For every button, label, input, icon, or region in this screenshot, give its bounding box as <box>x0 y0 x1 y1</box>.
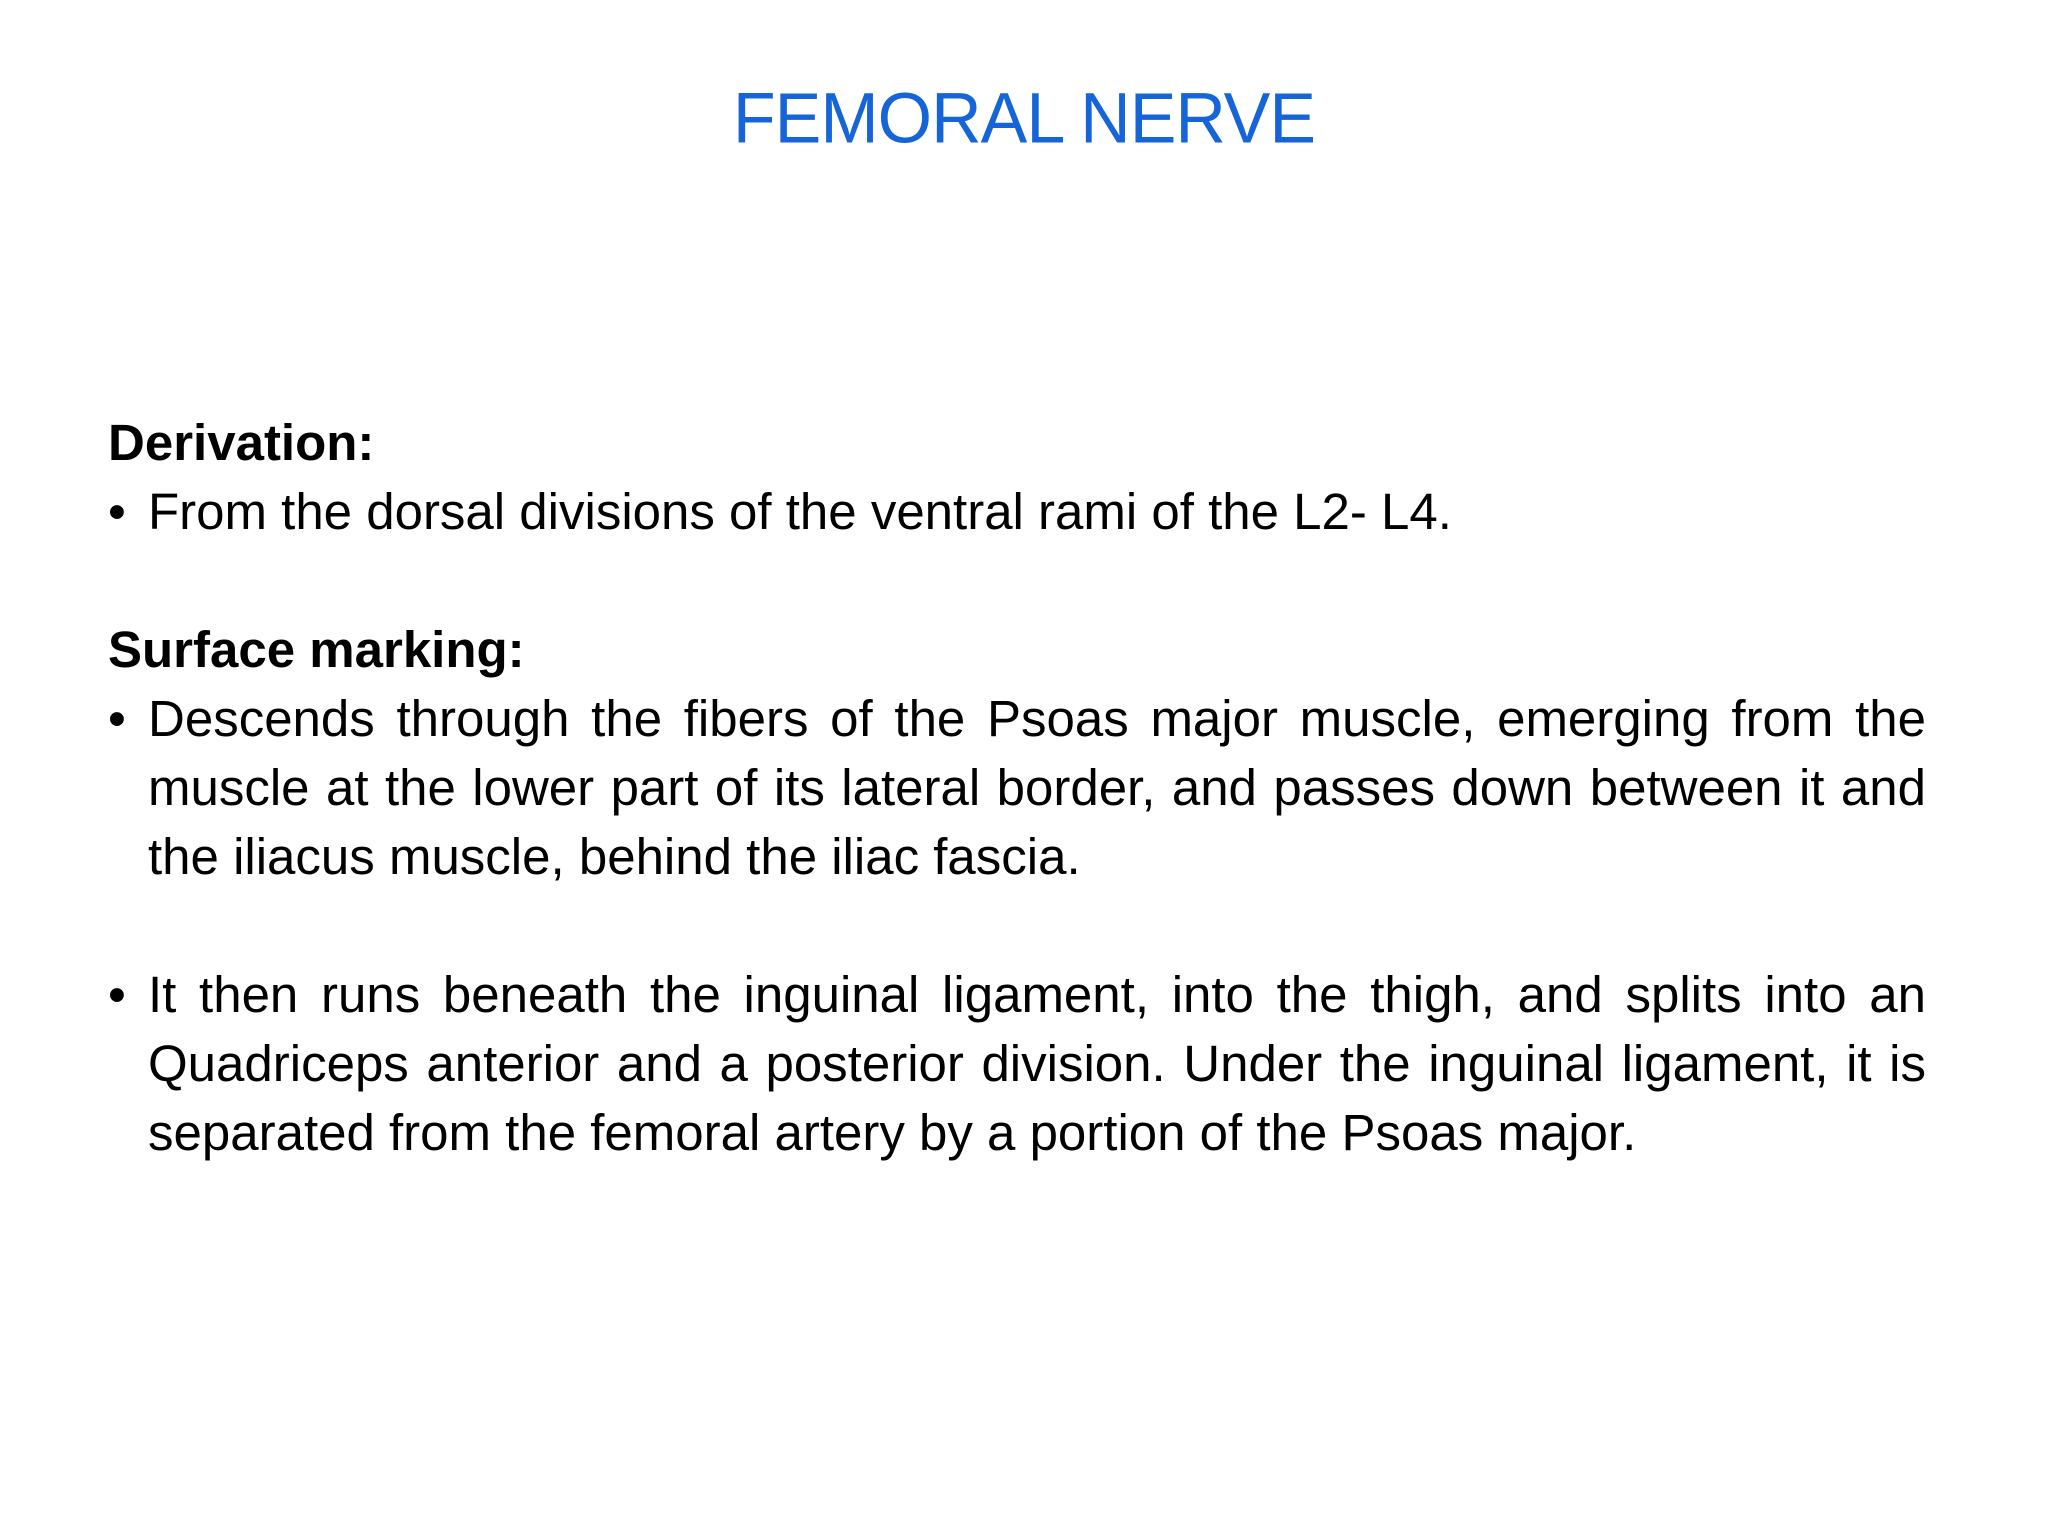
surface-marking-heading: Surface marking: <box>108 621 525 678</box>
derivation-bullet <box>108 477 1926 546</box>
surface-marking-bullet-2 <box>108 960 1926 1167</box>
surface-marking-bullet-1-text: Descends through the fibers of the Psoas major muscle, emerging from the muscle at the lower part of its lateral border, and passes down between it and the iliacus muscle, behind the iliac fascia. <box>148 690 1926 885</box>
slide-title: FEMORAL NERVE <box>732 78 1316 158</box>
derivation-bullet-text: From the dorsal divisions of the ventral rami of the L2- L4. <box>148 483 1452 540</box>
surface-marking-bullet-2-text: It then runs beneath the inguinal ligament, into the thigh, and splits into an Quadriceps anterior and a posterior division. Under the inguinal ligament, it is separated from the femoral artery by a portion of the Psoas major. <box>148 966 1926 1161</box>
bullet-icon: • <box>108 483 126 540</box>
slide-body <box>108 408 1926 1167</box>
bullet-icon: • <box>108 966 126 1023</box>
spacer <box>108 546 1926 615</box>
surface-marking-bullet-1 <box>108 684 1926 891</box>
spacer <box>108 891 1926 960</box>
derivation-heading: Derivation: <box>108 414 375 471</box>
bullet-icon: • <box>108 690 126 747</box>
